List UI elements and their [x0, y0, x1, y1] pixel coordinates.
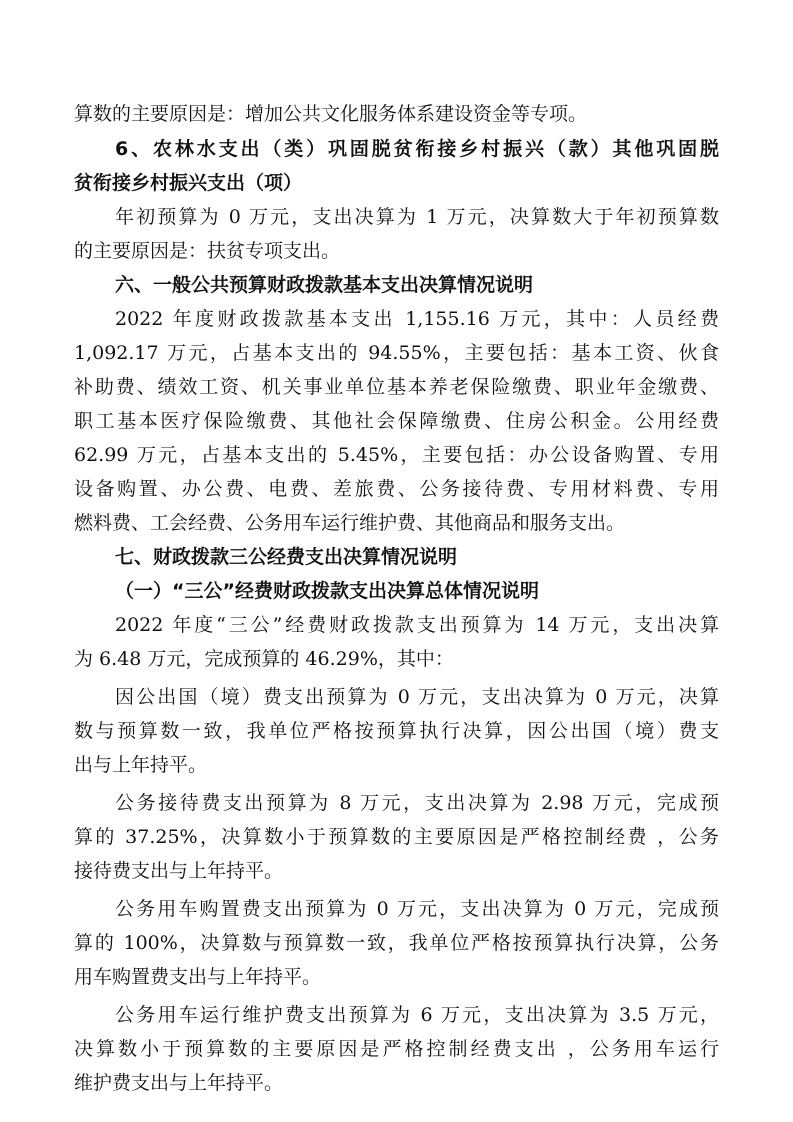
paragraph-line: 的主要原因是：扶贫专项支出。	[74, 240, 341, 262]
section-heading-line: 贫衔接乡村振兴支出（项）	[74, 172, 303, 194]
paragraph-line: 算的 37.25%，决算数小于预算数的主要原因是严格控制经费 ，公务	[74, 826, 719, 848]
paragraph-line: 用车购置费支出与上年持平。	[74, 966, 322, 988]
paragraph-line: 公务接待费支出预算为 8 万元，支出决算为 2.98 万元，完成预	[115, 792, 719, 814]
subsection-heading-line: （一）“三公”经费财政拨款支出决算总体情况说明	[115, 580, 539, 602]
section-heading-line: 七、财政拨款三公经费支出决算情况说明	[115, 546, 458, 568]
paragraph-line: 补助费、绩效工资、机关事业单位基本养老保险缴费、职业年金缴费、	[74, 376, 719, 398]
paragraph-line: 1,092.17 万元，占基本支出的 94.55%，主要包括：基本工资、伙食	[74, 342, 719, 364]
paragraph-line: 算数的主要原因是：增加公共文化服务体系建设资金等专项。	[74, 103, 588, 125]
section-heading-line: 6、农林水支出（类）巩固脱贫衔接乡村振兴（款）其他巩固脱	[115, 138, 719, 160]
paragraph-line: 为 6.48 万元，完成预算的 46.29%，其中：	[74, 648, 454, 670]
paragraph-line: 2022 年度财政拨款基本支出 1,155.16 万元，其中：人员经费	[115, 308, 719, 330]
paragraph-line: 数与预算数一致，我单位严格按预算执行决算，因公出国（境）费支	[74, 720, 719, 742]
paragraph-line: 接待费支出与上年持平。	[74, 860, 284, 882]
paragraph-line: 因公出国（境）费支出预算为 0 万元，支出决算为 0 万元，决算	[115, 686, 719, 708]
section-heading-line: 六、一般公共预算财政拨款基本支出决算情况说明	[115, 274, 534, 296]
paragraph-line: 决算数小于预算数的主要原因是严格控制经费支出 ，公务用车运行	[74, 1038, 719, 1060]
paragraph-line: 62.99 万元，占基本支出的 5.45%，主要包括：办公设备购置、专用	[74, 444, 719, 466]
paragraph-line: 燃料费、工会经费、公务用车运行维护费、其他商品和服务支出。	[74, 512, 626, 534]
paragraph-line: 年初预算为 0 万元，支出决算为 1 万元，决算数大于年初预算数	[115, 206, 719, 228]
paragraph-line: 2022 年度“三公”经费财政拨款支出预算为 14 万元，支出决算	[115, 614, 719, 636]
paragraph-line: 出与上年持平。	[74, 754, 208, 776]
paragraph-line: 职工基本医疗保险缴费、其他社会保障缴费、住房公积金。公用经费	[74, 410, 719, 432]
paragraph-line: 公务用车运行维护费支出预算为 6 万元，支出决算为 3.5 万元，	[115, 1004, 719, 1026]
paragraph-line: 设备购置、办公费、电费、差旅费、公务接待费、专用材料费、专用	[74, 478, 719, 500]
paragraph-line: 维护费支出与上年持平。	[74, 1072, 284, 1094]
paragraph-line: 算的 100%，决算数与预算数一致，我单位严格按预算执行决算，公务	[74, 932, 719, 954]
paragraph-line: 公务用车购置费支出预算为 0 万元，支出决算为 0 万元，完成预	[115, 898, 719, 920]
